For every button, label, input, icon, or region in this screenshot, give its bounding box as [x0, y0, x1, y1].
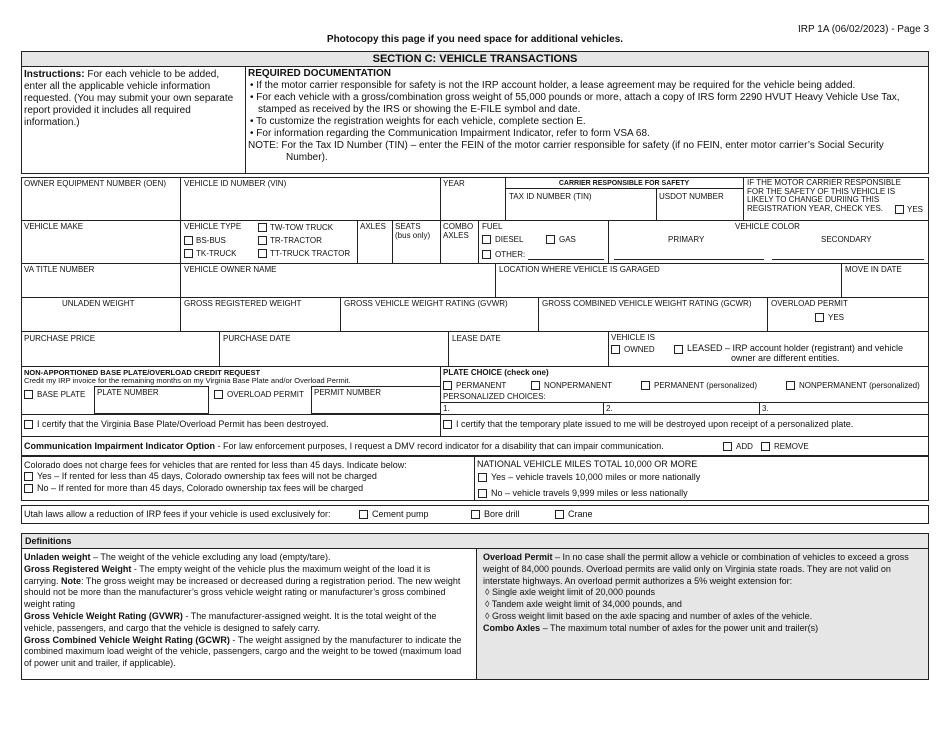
list-item: • If the motor carrier responsible for safety is not the IRP account holder, a lease agreement may be required for the vehicle being added.: [250, 80, 856, 91]
colorado-no-checkbox[interactable]: [24, 484, 33, 493]
utah-text: Utah laws allow a reduction of IRP fees if your vehicle is used exclusively for:: [24, 509, 331, 519]
axles-field[interactable]: [359, 232, 391, 262]
colorado-yes-label: Yes – If rented for less than 45 days, Colorado ownership tax fees will not be charged: [37, 471, 377, 481]
fuel-label: FUEL: [482, 222, 503, 231]
def-gcwr: Gross Combined Vehicle Weight Rating (GCWR) - The weight assigned by the manufacturer to indicate the combined maximum load weight of the vehicle, passengers, cargo and the weight to be towed (maximum load of power unit and trailer, if applicable).: [24, 634, 462, 669]
gcwr-label: GROSS COMBINED VEHICLE WEIGHT RATING (GCWR): [542, 299, 752, 308]
required-docs: [248, 68, 924, 164]
owner-name-field[interactable]: [182, 275, 494, 296]
permit-number-field[interactable]: [311, 386, 441, 414]
type-bs-label: BS-BUS: [196, 236, 226, 245]
plate-choice-title: PLATE CHOICE (check one): [443, 368, 549, 377]
type-tt-label: TT-TRUCK TRACTOR: [270, 249, 351, 258]
gvwr-field[interactable]: [342, 309, 537, 330]
fuel-other-checkbox[interactable]: [482, 250, 491, 259]
comm-remove-checkbox[interactable]: [761, 442, 770, 451]
gcwr-field[interactable]: [540, 309, 766, 330]
usdot-field[interactable]: [658, 202, 742, 219]
seats-label: SEATS: [395, 222, 421, 231]
oen-label: OWNER EQUIPMENT NUMBER (OEN): [24, 179, 167, 188]
fuel-gas-label: GAS: [559, 235, 576, 244]
leased-label: LEASED – IRP account holder (registrant) and vehicle owner are different entities.: [687, 343, 903, 363]
overload-permit-checkbox[interactable]: [214, 390, 223, 399]
gvwr-label: GROSS VEHICLE WEIGHT RATING (GVWR): [344, 299, 508, 308]
seats-note: (bus only): [395, 231, 431, 240]
type-tt-checkbox[interactable]: [258, 249, 267, 258]
plate-number-label: PLATE NUMBER: [97, 388, 159, 397]
colorado-text: Colorado does not charge fees for vehicles that are rented for less than 45 days. Indicate below:: [24, 460, 407, 470]
carrier-title: CARRIER RESPONSIBLE FOR SAFETY: [558, 180, 690, 187]
utah-cement-pump-label: Cement pump: [372, 509, 429, 519]
comm-remove-label: REMOVE: [774, 442, 809, 451]
leased-checkbox[interactable]: [674, 345, 683, 354]
fuel-gas-checkbox[interactable]: [546, 235, 555, 244]
tin-label: TAX ID NUMBER (TIN): [509, 192, 592, 201]
list-item: • For each vehicle with a gross/combination gross weight of 55,000 pounds or more, attach a copy of IRS form 2290 HVUT Heavy Vehicle Use Tax, stamped as received by the IRS or showing the E-FILE symbol and date.: [250, 92, 900, 115]
comm-impairment-text: Communication Impairment Indicator Option - For law enforcement purposes, I request a DMV record indicator for a disability that can impair communication.: [24, 441, 664, 451]
axles-label: AXLES: [360, 222, 386, 231]
garage-location-label: LOCATION WHERE VEHICLE IS GARAGED: [499, 265, 660, 274]
form-id: IRP 1A (06/02/2023) - Page 3: [797, 24, 929, 35]
type-label: VEHICLE TYPE: [184, 222, 242, 231]
seats-field[interactable]: [394, 242, 439, 262]
plate-nonpermanent-label: NONPERMANENT: [544, 381, 613, 390]
make-label: VEHICLE MAKE: [24, 222, 84, 231]
comm-add-checkbox[interactable]: [723, 442, 732, 451]
colorado-yes-checkbox[interactable]: [24, 472, 33, 481]
miles-yes-checkbox[interactable]: [478, 473, 487, 482]
certify-temp-plate-label: I certify that the temporary plate issued to me will be destroyed upon receipt of a personalized plate.: [456, 419, 854, 429]
plate-number-field[interactable]: [94, 386, 209, 414]
plate-credit-title: NON-APPORTIONED BASE PLATE/OVERLOAD CREDIT REQUEST: [24, 368, 261, 377]
def-combo-axles: Combo Axles – The maximum total number of axles for the power unit and trailer(s): [483, 622, 819, 633]
required-docs-list: [248, 80, 924, 140]
plate-nonpermanent-personalized-label: NONPERMANENT (personalized): [799, 381, 920, 390]
color-secondary-label: SECONDARY: [821, 235, 872, 244]
list-item: ◊ Gross weight limit based on the axle spacing and number of axles of the vehicle.: [485, 610, 813, 621]
section-title: SECTION C: VEHICLE TRANSACTIONS: [372, 53, 578, 65]
certify-destroyed-checkbox[interactable]: [24, 420, 33, 429]
type-tw-checkbox[interactable]: [258, 223, 267, 232]
plate-permanent-personalized-checkbox[interactable]: [641, 381, 650, 390]
color-primary-field[interactable]: [614, 246, 764, 258]
list-item: ◊ Tandem axle weight limit of 34,000 pounds, and: [485, 599, 682, 610]
lease-date-field[interactable]: [450, 344, 607, 365]
plate-credit-subtitle: Credit my IRP invoice for the remaining months on my Virginia Base Plate and/or Overload Permit.: [24, 376, 351, 385]
definitions-right: [483, 552, 923, 635]
type-tw-label: TW-TOW TRUCK: [270, 223, 334, 232]
title-number-field[interactable]: [22, 275, 179, 296]
type-tk-label: TK-TRUCK: [196, 249, 237, 258]
usdot-label: USDOT NUMBER: [659, 192, 724, 201]
plate-nonpermanent-personalized-checkbox[interactable]: [786, 381, 795, 390]
colorado-no-label: No – If rented for more than 45 days, Colorado ownership tax fees will be charged: [37, 483, 364, 493]
owned-checkbox[interactable]: [611, 345, 620, 354]
base-plate-label: BASE PLATE: [37, 390, 86, 399]
purchase-price-label: PURCHASE PRICE: [24, 334, 96, 343]
garage-location-field[interactable]: [497, 275, 840, 296]
overload-list: [483, 587, 923, 622]
plate-permanent-checkbox[interactable]: [443, 381, 452, 390]
certify-destroyed-label: I certify that the Virginia Base Plate/Overload Permit has been destroyed.: [37, 419, 329, 429]
definitions-title: Definitions: [25, 536, 72, 546]
combo-axles-label: AXLES: [443, 231, 469, 240]
make-field[interactable]: [22, 232, 179, 262]
overload-permit-credit-label: OVERLOAD PERMIT: [227, 390, 304, 399]
utah-bore-drill-checkbox[interactable]: [471, 510, 480, 519]
tin-note: NOTE: For the Tax ID Number (TIN) – enter the FEIN of the motor carrier responsible for safety (if no FEIN, enter motor carrier’s Social Security Number).: [248, 140, 884, 163]
comm-add-label: ADD: [736, 442, 753, 451]
owner-name-label: VEHICLE OWNER NAME: [184, 265, 277, 274]
photocopy-note: Photocopy this page if you need space for additional vehicles.: [326, 34, 624, 45]
carrier-change-yes-checkbox[interactable]: [895, 205, 904, 214]
personalized-choice-3-label: 3.: [762, 404, 769, 413]
vin-label: VEHICLE ID NUMBER (VIN): [184, 179, 287, 188]
instructions-text: Instructions: For each vehicle to be added, enter all the applicable vehicle information requested. (You may submit your own separate report provided it includes all required information.): [24, 69, 234, 128]
oen-field[interactable]: [22, 190, 179, 219]
year-label: YEAR: [443, 179, 465, 188]
color-primary-label: PRIMARY: [668, 235, 705, 244]
base-plate-checkbox[interactable]: [24, 390, 33, 399]
type-bs-checkbox[interactable]: [184, 236, 193, 245]
plate-permanent-personalized-label: PERMANENT (personalized): [654, 381, 757, 390]
type-tr-label: TR-TRACTOR: [270, 236, 322, 245]
miles-yes-label: Yes – vehicle travels 10,000 miles or more nationally: [491, 472, 701, 482]
miles-no-checkbox[interactable]: [478, 489, 487, 498]
unladen-weight-field[interactable]: [22, 309, 179, 330]
personalized-choice-2-label: 2.: [606, 404, 613, 413]
purchase-price-field[interactable]: [22, 344, 218, 365]
fuel-diesel-checkbox[interactable]: [482, 235, 491, 244]
move-in-date-label: MOVE IN DATE: [845, 265, 902, 274]
list-item: • For information regarding the Communication Impairment Indicator, refer to form VSA 68.: [250, 128, 650, 139]
certify-temp-plate-checkbox[interactable]: [443, 420, 452, 429]
tin-field[interactable]: [507, 202, 655, 219]
unladen-weight-label: UNLADEN WEIGHT: [62, 299, 135, 308]
def-unladen: Unladen weight – The weight of the vehicle excluding any load (empty/tare).: [24, 552, 331, 562]
carrier-change-yes-label: YES: [907, 205, 924, 214]
def-gvwr: Gross Vehicle Weight Rating (GVWR) - The manufacturer-assigned weight. It is the total weight of the vehicle, passengers, and cargo that the vehicle is designed to safely carry.: [24, 610, 437, 633]
section-title-bar: [21, 51, 929, 67]
gross-registered-weight-field[interactable]: [182, 309, 339, 330]
definitions-left: [24, 552, 466, 670]
color-label: VEHICLE COLOR: [735, 222, 800, 231]
plate-permanent-label: PERMANENT: [456, 381, 507, 390]
combo-label: COMBO: [443, 222, 474, 231]
definitions-header: [21, 533, 929, 549]
combo-axles-field[interactable]: [442, 242, 477, 262]
carrier-change-text: IF THE MOTOR CARRIER RESPONSIBLE FOR THE SAFETY OF THIS VEHICLE IS LIKELY TO CHANGE DURIING THIS REGISTRATION YEAR, CHECK YES.: [747, 178, 901, 213]
type-tk-checkbox[interactable]: [184, 249, 193, 258]
personalized-choice-1-label: 1.: [443, 404, 450, 413]
list-item: ◊ Single axle weight limit of 20,000 pounds: [485, 587, 656, 598]
type-tr-checkbox[interactable]: [258, 236, 267, 245]
required-docs-title: REQUIRED DOCUMENTATION: [248, 68, 391, 79]
fuel-other-label: OTHER:: [495, 250, 526, 259]
overload-yes-label: YES: [828, 313, 845, 322]
utah-bore-drill-label: Bore drill: [484, 509, 520, 519]
gross-registered-weight-label: GROSS REGISTERED WEIGHT: [184, 299, 302, 308]
title-number-label: VA TITLE NUMBER: [24, 265, 95, 274]
color-secondary-field[interactable]: [772, 246, 924, 258]
personalized-choices-label: PERSONALIZED CHOICES:: [443, 392, 546, 401]
purchase-date-field[interactable]: [221, 344, 447, 365]
move-in-date-field[interactable]: [843, 275, 928, 296]
lease-date-label: LEASE DATE: [452, 334, 501, 343]
def-overload: Overload Permit – In no case shall the permit allow a vehicle or combination of vehicles to exceed a gross weight of 84,000 pounds. Overload permits are valid only on Virginia state roads. They are not valid on interstate highways. An overload permit authorizes a 5% weight extension for:: [483, 552, 909, 586]
plate-nonpermanent-checkbox[interactable]: [531, 381, 540, 390]
overload-permit-label: OVERLOAD PERMIT: [771, 299, 848, 308]
vin-field[interactable]: [182, 190, 439, 219]
vehicle-is-label: VEHICLE IS: [611, 333, 656, 342]
list-item: • To customize the registration weights for each vehicle, complete section E.: [250, 116, 586, 127]
purchase-date-label: PURCHASE DATE: [223, 334, 291, 343]
owned-label: OWNED: [624, 345, 655, 354]
year-field[interactable]: [442, 190, 504, 219]
permit-number-label: PERMIT NUMBER: [314, 388, 381, 397]
utah-crane-checkbox[interactable]: [555, 510, 564, 519]
utah-crane-label: Crane: [568, 509, 593, 519]
def-gross-registered: Gross Registered Weight - The empty weight of the vehicle plus the maximum weight of the load it is carrying. Note: The gross weight may be increased or decreased during a registration period. The new weight should not be more than the manufacturer’s gross vehicle weight rating or manufacturer’s gross combined weight rating: [24, 563, 461, 610]
miles-no-label: No – vehicle travels 9,999 miles or less nationally: [491, 488, 688, 498]
miles-title: NATIONAL VEHICLE MILES TOTAL 10,000 OR MORE: [477, 459, 698, 469]
utah-cement-pump-checkbox[interactable]: [359, 510, 368, 519]
overload-yes-checkbox[interactable]: [815, 313, 824, 322]
fuel-diesel-label: DIESEL: [495, 235, 524, 244]
